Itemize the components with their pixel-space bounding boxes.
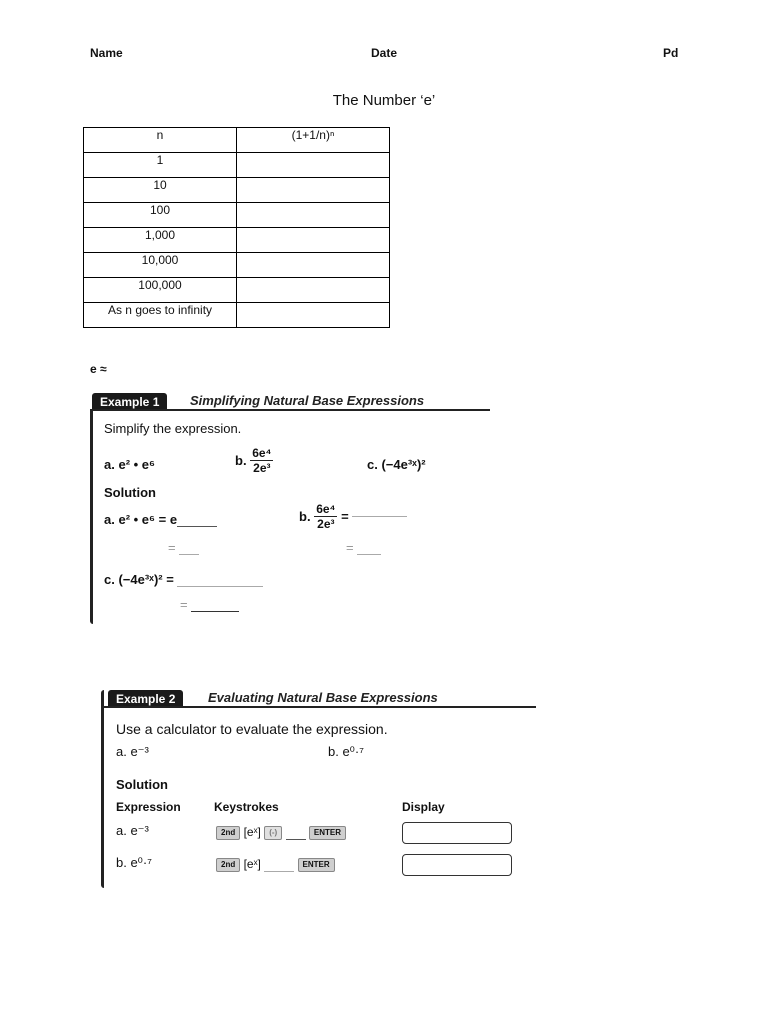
n-value: 100,000 — [84, 278, 237, 303]
period-label: Pd — [663, 46, 679, 60]
part-c-expression: (−4e³ˣ)² — [381, 457, 426, 472]
page-title: The Number ‘e’ — [332, 92, 436, 109]
key-2nd: 2nd — [216, 826, 240, 840]
answer-cell[interactable] — [237, 303, 390, 328]
example2-side-border — [101, 690, 104, 888]
part-a-label: a. — [104, 457, 115, 472]
table-row — [84, 253, 390, 278]
solution-b-step2 — [346, 540, 381, 555]
table-row — [84, 203, 390, 228]
row-a-expression: a. e⁻³ — [116, 823, 149, 838]
table-row — [84, 228, 390, 253]
row-b-expression: b. e⁰·⁷ — [116, 855, 152, 870]
answer-cell[interactable] — [237, 253, 390, 278]
table-row — [84, 153, 390, 178]
example1-part-a — [104, 457, 155, 472]
key-negative: (-) — [264, 826, 282, 840]
answer-cell[interactable] — [237, 153, 390, 178]
row-b-keystrokes — [216, 857, 335, 872]
equals-sign: = — [346, 540, 354, 555]
table-row — [84, 178, 390, 203]
answer-cell[interactable] — [237, 203, 390, 228]
example1-title: Simplifying Natural Base Expressions — [190, 393, 425, 408]
answer-blank[interactable] — [357, 554, 381, 555]
key-enter: ENTER — [298, 858, 335, 872]
answer-blank[interactable] — [179, 554, 199, 555]
equals-sign: = — [341, 509, 349, 524]
answer-blank[interactable] — [177, 526, 217, 527]
keystroke-blank[interactable] — [264, 871, 294, 872]
e-limit-table — [83, 127, 390, 328]
row-a-keystrokes — [216, 825, 346, 840]
example1-rule — [92, 409, 490, 411]
display-box-b[interactable] — [402, 854, 512, 876]
part-b-label: b. — [299, 509, 311, 524]
answer-cell[interactable] — [237, 178, 390, 203]
key-ex: [eˣ] — [243, 825, 261, 839]
n-value: As n goes to infinity — [84, 303, 237, 328]
example1-solution-heading: Solution — [104, 485, 156, 500]
key-2nd: 2nd — [216, 858, 240, 872]
table-row — [84, 303, 390, 328]
keystrokes-column-header: Keystrokes — [214, 800, 279, 814]
display-column-header: Display — [402, 800, 445, 814]
part-c-label: c. — [104, 572, 115, 587]
solution-c-step2 — [180, 597, 239, 612]
example2-part-a: a. e⁻³ — [116, 744, 149, 759]
answer-blank[interactable] — [191, 611, 239, 612]
example1-instruction: Simplify the expression. — [104, 421, 242, 436]
fraction-numerator: 6e⁴ — [252, 446, 272, 460]
part-a-expression: e² • e⁶ — [118, 457, 156, 472]
n-value: 10,000 — [84, 253, 237, 278]
key-ex: [eˣ] — [243, 857, 261, 871]
answer-cell[interactable] — [237, 228, 390, 253]
example1-part-b — [235, 446, 273, 475]
col-expression-header: (1+1/n)ⁿ — [237, 128, 390, 153]
display-box-a[interactable] — [402, 822, 512, 844]
solution-b-line — [299, 502, 407, 531]
equals-sign: = — [168, 540, 176, 555]
table-row — [84, 278, 390, 303]
solution-a-line — [104, 512, 217, 527]
e-approx-label: e ≈ — [90, 362, 107, 376]
equals-sign: = — [180, 597, 188, 612]
col-n-header: n — [84, 128, 237, 153]
fraction-numerator: 6e⁴ — [316, 502, 336, 516]
n-value: 10 — [84, 178, 237, 203]
part-a-label: a. — [104, 512, 115, 527]
solution-a-expression: e² • e⁶ = e — [118, 512, 178, 527]
n-value: 1,000 — [84, 228, 237, 253]
table-header-row — [84, 128, 390, 153]
example1-tab: Example 1 — [92, 393, 167, 411]
part-b-fraction — [250, 446, 273, 475]
answer-blank[interactable] — [177, 586, 263, 587]
example2-part-b: b. e⁰·⁷ — [328, 744, 364, 759]
expression-column-header: Expression — [116, 800, 181, 814]
n-value: 100 — [84, 203, 237, 228]
solution-c-expression: (−4e³ˣ)² = — [118, 572, 174, 587]
part-b-label: b. — [235, 453, 247, 468]
keystroke-blank[interactable] — [286, 839, 306, 840]
example2-instruction: Use a calculator to evaluate the expression. — [116, 721, 388, 737]
n-value: 1 — [84, 153, 237, 178]
key-enter: ENTER — [309, 826, 346, 840]
example2-tab: Example 2 — [108, 690, 183, 708]
answer-blank[interactable] — [352, 516, 407, 517]
example1-side-border — [90, 409, 93, 624]
example1-part-c — [367, 457, 426, 472]
solution-a-step2 — [168, 540, 199, 555]
date-label: Date — [371, 46, 398, 60]
example2-title: Evaluating Natural Base Expressions — [208, 690, 438, 705]
name-label: Name — [90, 46, 123, 60]
solution-c-line — [104, 572, 263, 587]
example2-rule — [104, 706, 536, 708]
example2-solution-heading: Solution — [116, 777, 168, 792]
fraction-denominator: 2e³ — [253, 461, 271, 475]
fraction-denominator: 2e³ — [317, 517, 335, 531]
part-c-label: c. — [367, 457, 378, 472]
answer-cell[interactable] — [237, 278, 390, 303]
solution-b-fraction — [314, 502, 337, 531]
